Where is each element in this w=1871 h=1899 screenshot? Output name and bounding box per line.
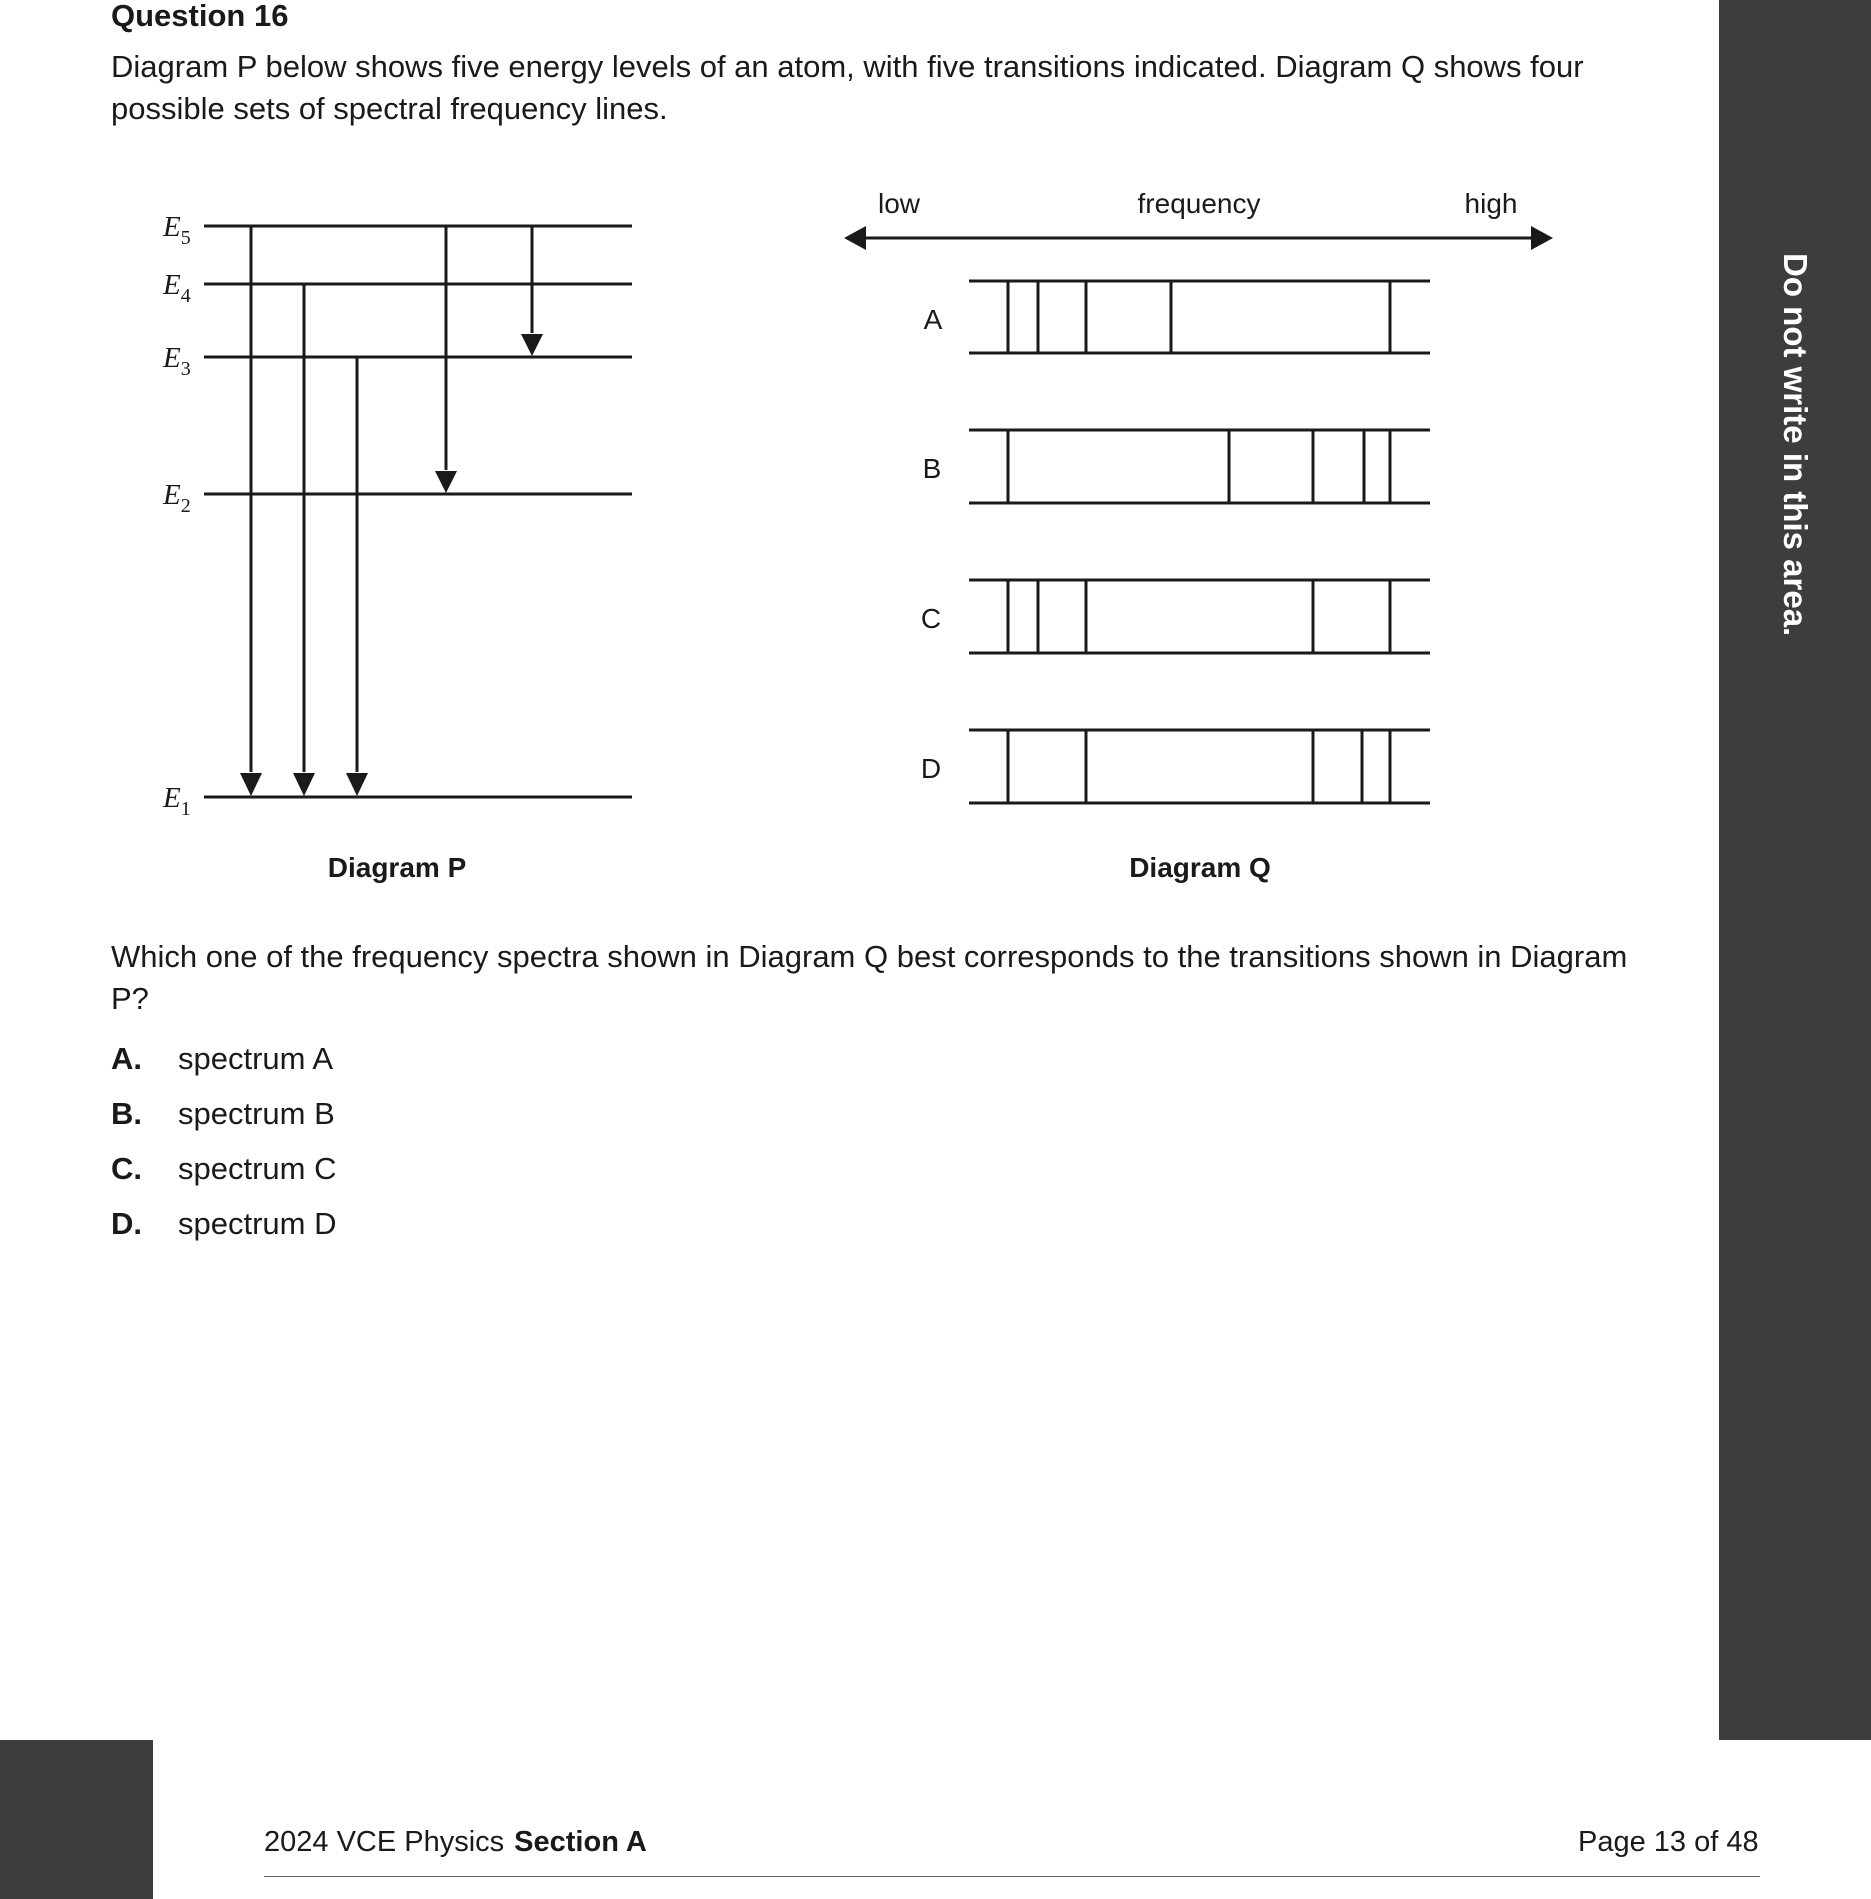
- level-e3-label: $E_3$: [163, 342, 191, 380]
- level-e1-label: $E_1$: [163, 782, 191, 820]
- spectrum-c: [969, 580, 1430, 653]
- arrow-right-icon: [1531, 226, 1553, 250]
- spectrum-c-label: C: [920, 603, 942, 634]
- option-letter: B.: [111, 1096, 142, 1131]
- option-b[interactable]: [111, 1093, 336, 1148]
- footer-page-number: Page 13 of 48: [1578, 1826, 1759, 1858]
- arrowhead: [293, 773, 315, 796]
- footer-exam: 2024 VCE Physics: [264, 1826, 505, 1858]
- option-text: spectrum A: [178, 1041, 334, 1076]
- spectrum-b: [969, 430, 1430, 503]
- diagram-p: [204, 226, 632, 797]
- option-letter: A.: [111, 1041, 142, 1076]
- question-intro: Diagram P below shows five energy levels of an atom, with five transitions indicated. Diagram Q shows four possible sets of spectral frequency lines.: [111, 49, 1584, 126]
- spectrum-b-label: B: [922, 453, 942, 484]
- answer-options: [111, 1038, 336, 1258]
- arrowhead: [346, 773, 368, 796]
- question-title: Question 16: [111, 0, 289, 33]
- axis-low-label: low: [877, 188, 921, 219]
- level-e2-label: $E_2$: [163, 479, 191, 517]
- axis-high-label: high: [1464, 188, 1518, 219]
- question-prompt: Which one of the frequency spectra shown in Diagram Q best corresponds to the transitions shown in Diagram P?: [111, 939, 1628, 1016]
- level-e4-label: $E_4$: [163, 269, 191, 307]
- spectrum-a: [969, 281, 1430, 353]
- frequency-axis: [844, 226, 1553, 250]
- option-a[interactable]: [111, 1038, 336, 1093]
- spectrum-d-label: D: [920, 753, 942, 784]
- spectrum-d: [969, 730, 1430, 803]
- option-text: spectrum C: [178, 1151, 337, 1186]
- axis-frequency-label: frequency: [1137, 188, 1261, 219]
- footer-divider: [264, 1876, 1760, 1877]
- no-write-warning: Do not write in this area.: [1777, 253, 1814, 637]
- footer-section: Section A: [514, 1826, 647, 1858]
- corner-block: [0, 1740, 153, 1899]
- arrow-left-icon: [844, 226, 866, 250]
- arrowhead: [240, 773, 262, 796]
- footer-exam-info: [264, 1826, 647, 1859]
- diagrams: [0, 0, 1600, 900]
- option-d[interactable]: [111, 1203, 336, 1258]
- option-c[interactable]: [111, 1148, 336, 1203]
- option-letter: D.: [111, 1206, 142, 1241]
- diagram-q-caption: Diagram Q: [1129, 852, 1271, 883]
- spectrum-a-label: A: [923, 304, 943, 335]
- arrowhead: [521, 334, 543, 356]
- option-text: spectrum B: [178, 1096, 335, 1131]
- option-letter: C.: [111, 1151, 142, 1186]
- level-e5-label: $E_5$: [163, 211, 191, 249]
- option-text: spectrum D: [178, 1206, 337, 1241]
- arrowhead: [435, 471, 457, 493]
- diagram-p-caption: Diagram P: [327, 852, 467, 883]
